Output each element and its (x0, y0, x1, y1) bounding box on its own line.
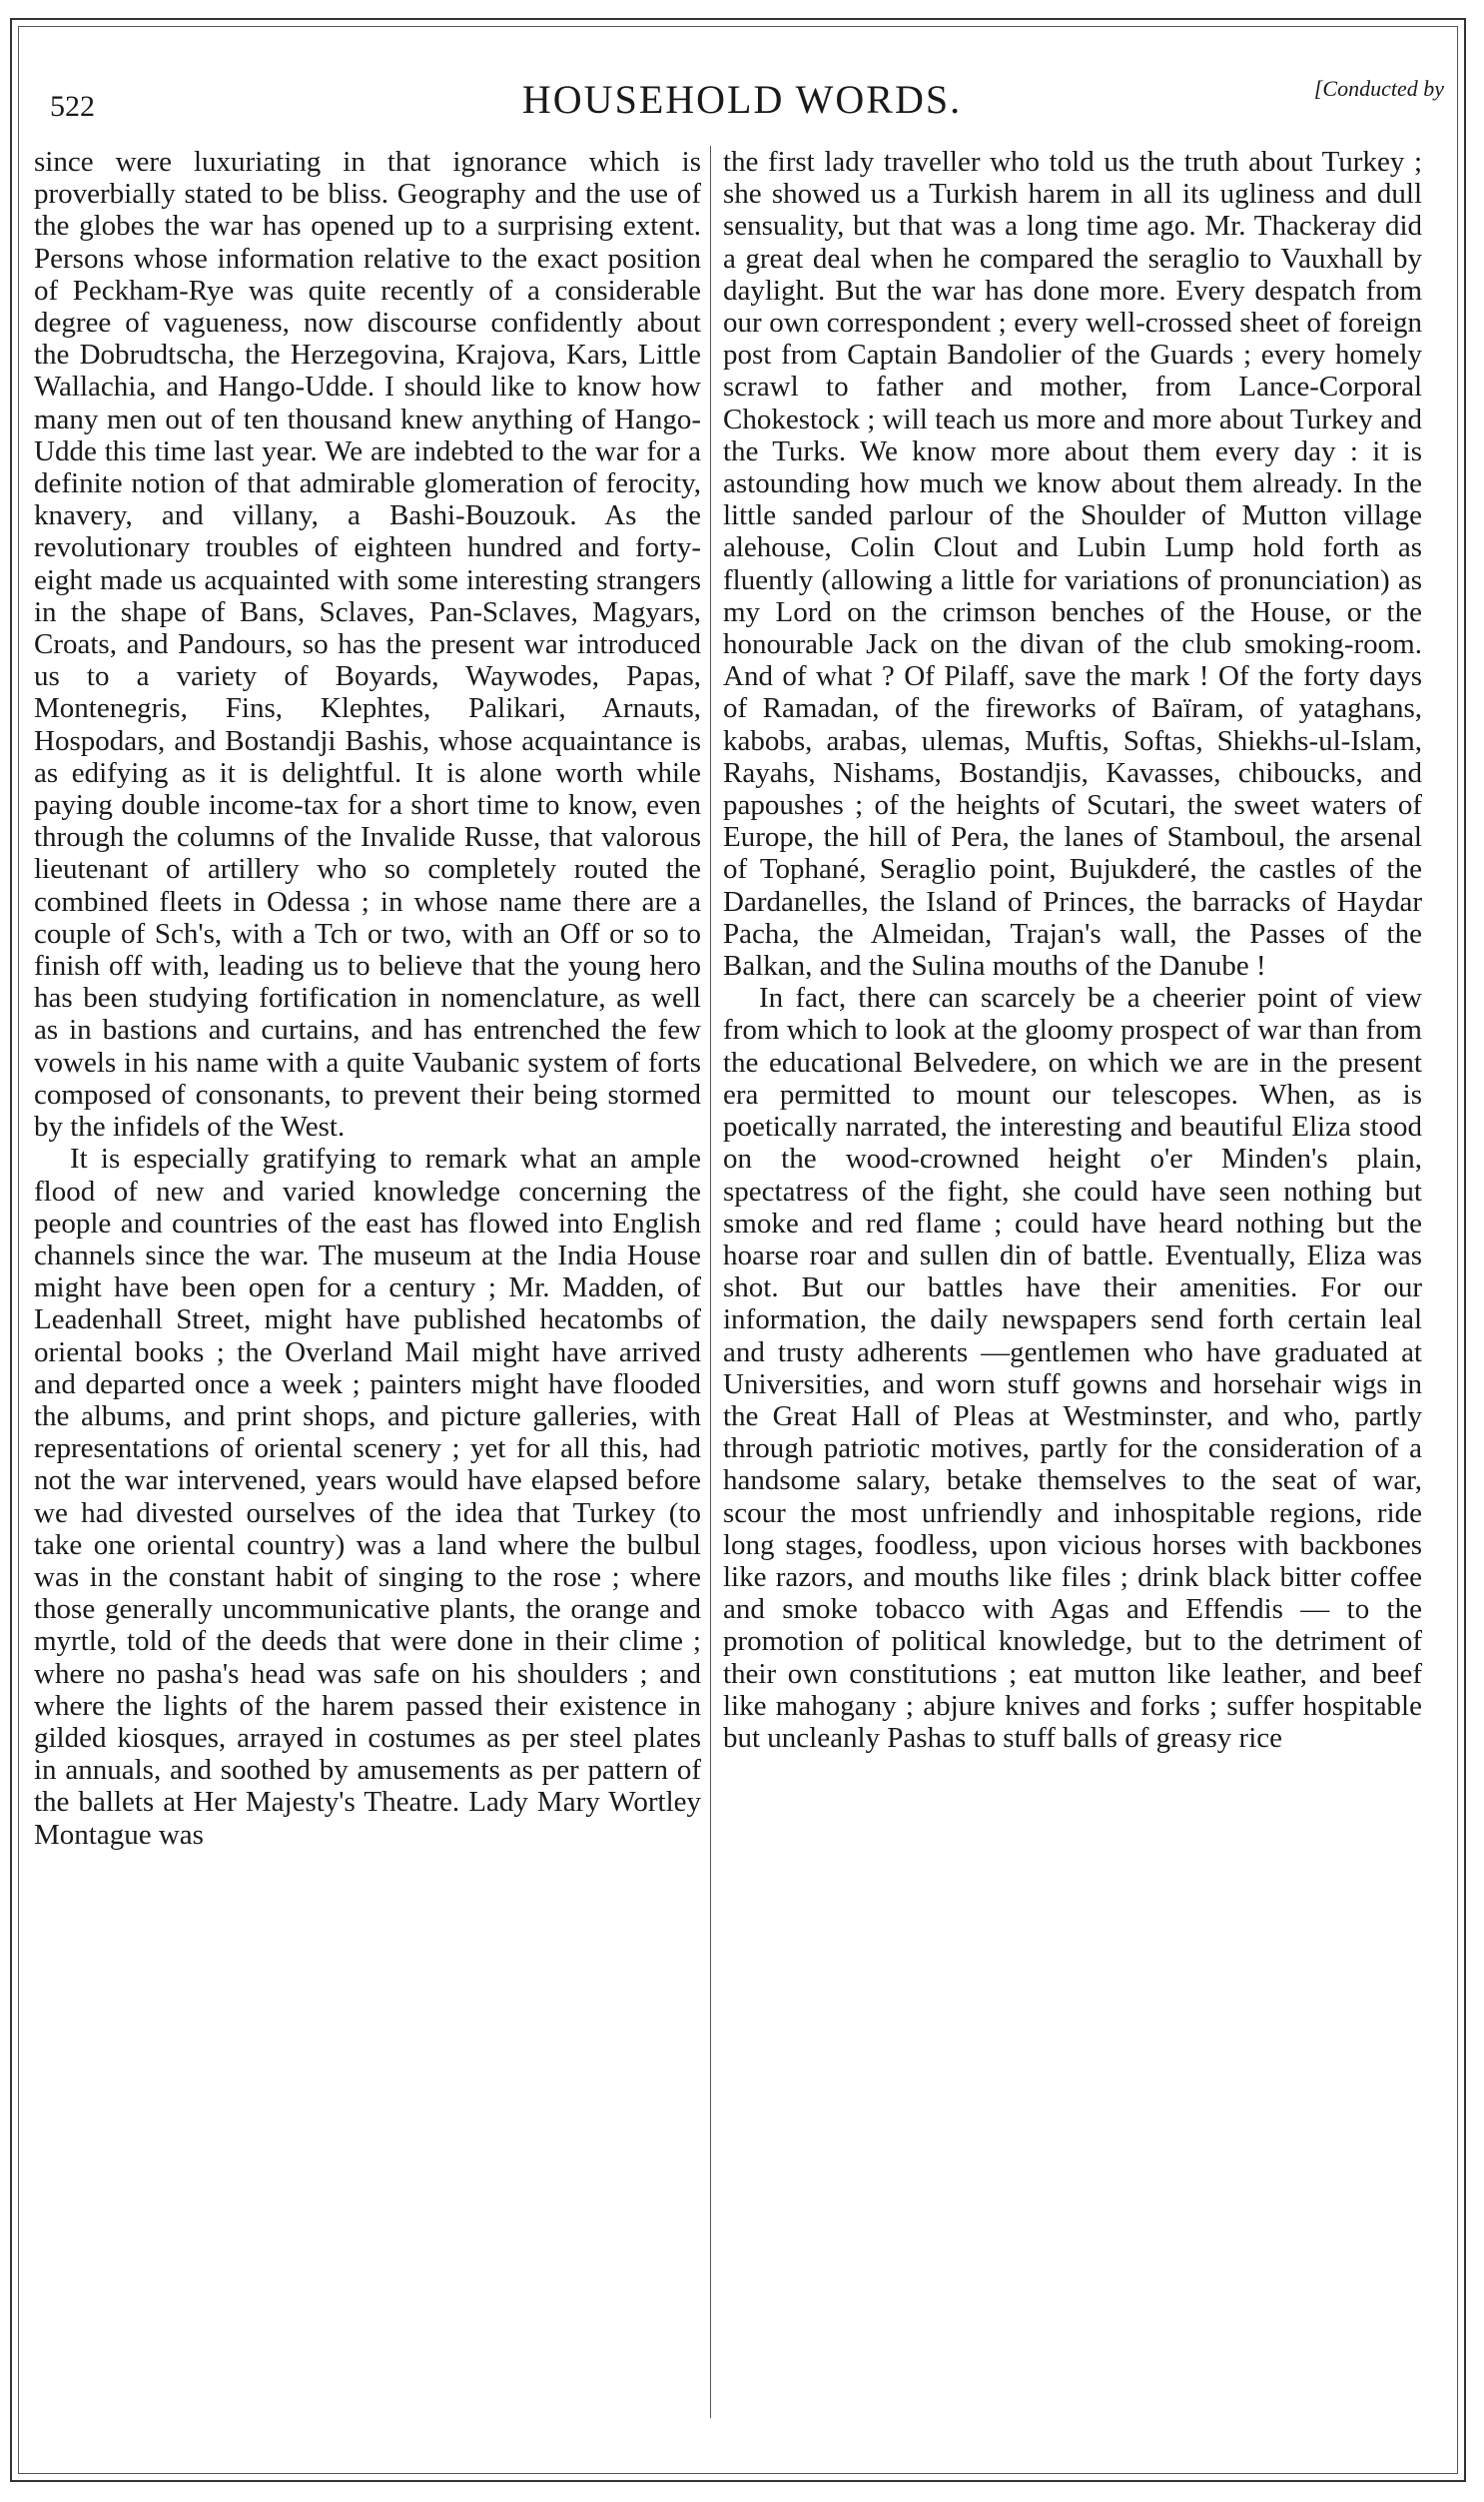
running-title: HOUSEHOLD WORDS. (521, 77, 963, 122)
right-paragraph-2: In fact, there can scarcely be a cheerier point of view from which to look at the gloomy prospect of war than from the educational Belvedere, on which we are in the present era permitted to mount our telescopes. When, as is poetically narrated, the interesting and beautiful Eliza stood on the wood-crowned height o'er Minden's plain, spectatress of the fight, she could have seen nothing but smoke and red flame ; could have heard nothing but the hoarse roar and sullen din of battle. Eventually, Eliza was shot. But our battles have their amenities. For our information, the daily newspapers send forth certain leal and trusty adherents —gentlemen who have graduated at Universities, and worn stuff gowns and horsehair wigs in the Great Hall of Pleas at Westminster, and who, partly through patriotic motives, partly for the consideration of a handsome salary, betake themselves to the seat of war, scour the most unfriendly and inhospitable regions, ride long stages, foodless, upon vicious horses with backbones like razors, and mouths like files ; drink black bitter coffee and smoke tobacco with Agas and Effendis — to the promotion of political knowledge, but to the detriment of their own constitutions ; eat mutton like leather, and beef like mahogany ; abjure knives and forks ; suffer hospitable but uncleanly Pashas to stuff balls of greasy rice (723, 982, 1422, 1754)
left-paragraph-1: since were luxuriating in that ignorance which is proverbially stated to be bliss. Geography and the use of the globes the war has opened up to a surprising extent. Persons whose information relative to the exact position of Peckham-Rye was quite recently of a considerable degree of vagueness, now discourse confidently about the Dobrudtscha, the Herzegovina, Krajova, Kars, Little Wallachia, and Hango-Udde. I should like to know how many men out of ten thousand knew anything of Hango-Udde this time last year. We are indebted to the war for a definite notion of that admirable glomeration of ferocity, knavery, and villany, a Bashi-Bouzouk. As the revolutionary troubles of eighteen hundred and forty-eight made us acquainted with some interesting strangers in the shape of Bans, Sclaves, Pan-Sclaves, Magyars, Croats, and Pandours, so has the present war introduced us to a variety of Boyards, Waywodes, Papas, Montenegris, Fins, Klephtes, Palikari, Arnauts, Hospodars, and Bostandji Bashis, whose acquaintance is as edifying as it is delightful. It is alone worth while paying double income-tax for a short time to know, even through the columns of the Invalide Russe, that valorous lieutenant of artillery who so completely routed the combined fleets in Odessa ; in whose name there are a couple of Sch's, with a Tch or two, with an Off or so to finish off with, leading us to believe that the young hero has been studying fortification in nomenclature, as well as in bastions and curtains, and has entrenched the few vowels in his name with a quite Vaubanic system of forts composed of consonants, to prevent their being stormed by the infidels of the West. (34, 146, 701, 1144)
right-paragraph-1: the first lady traveller who told us the truth about Turkey ; she showed us a Turkish harem in all its ugliness and dull sensuality, but that was a long time ago. Mr. Thackeray did a great deal when he compared the seraglio to Vauxhall by daylight. But the war has done more. Every despatch from our own correspondent ; every well-crossed sheet of foreign post from Captain Bandolier of the Guards ; every homely scrawl to father and mother, from Lance-Corporal Chokestock ; will teach us more and more about Turkey and the Turks. We know more about them every day : it is astounding how much we know about them already. In the little sanded parlour of the Shoulder of Mutton village alehouse, Colin Clout and Lubin Lump hold forth as fluently (allowing a little for variations of pronunciation) as my Lord on the crimson benches of the House, or the honourable Jack on the divan of the club smoking-room. And of what ? Of Pilaff, save the mark ! Of the forty days of Ramadan, of the fireworks of Baïram, of yataghans, kabobs, arabas, ulemas, Muftis, Softas, Shiekhs-ul-Islam, Rayahs, Nishams, Bostandjis, Kavasses, chiboucks, and papoushes ; of the heights of Scutari, the sweet waters of Europe, the hill of Pera, the lanes of Stamboul, the arsenal of Tophané, Seraglio point, Bujukderé, the castles of the Dardanelles, the Island of Princes, the barracks of Haydar Pacha, the Almeidan, Trajan's wall, the Passes of the Balkan, and the Sulina mouths of the Danube ! (723, 146, 1422, 983)
column-divider (710, 146, 711, 2418)
left-column (34, 146, 701, 2418)
conducted-by: [Conducted by (1313, 76, 1444, 101)
left-paragraph-2: It is especially gratifying to remark what an ample flood of new and varied knowledge concerning the people and countries of the east has flowed into English channels since the war. The museum at the India House might have been open for a century ; Mr. Madden, of Leadenhall Street, might have published hecatombs of oriental books ; the Overland Mail might have arrived and departed once a week ; painters might have flooded the albums, and print shops, and picture galleries, with representations of oriental scenery ; yet for all this, had not the war intervened, years would have elapsed before we had divested ourselves of the idea that Turkey (to take one oriental country) was a land where the bulbul was in the constant habit of singing to the rose ; where those generally uncommunicative plants, the orange and myrtle, told of the deeds that were done in their clime ; where no pasha's head was safe on his shoulders ; and where the lights of the harem passed their existence in gilded kiosques, arrayed in costumes as per steel plates in annuals, and soothed by amusements as per pattern of the ballets at Her Majesty's Theatre. Lady Mary Wortley Montague was (34, 1143, 701, 1851)
page-number: 522 (50, 90, 95, 123)
right-column (723, 146, 1422, 2418)
page-header (40, 62, 1444, 122)
